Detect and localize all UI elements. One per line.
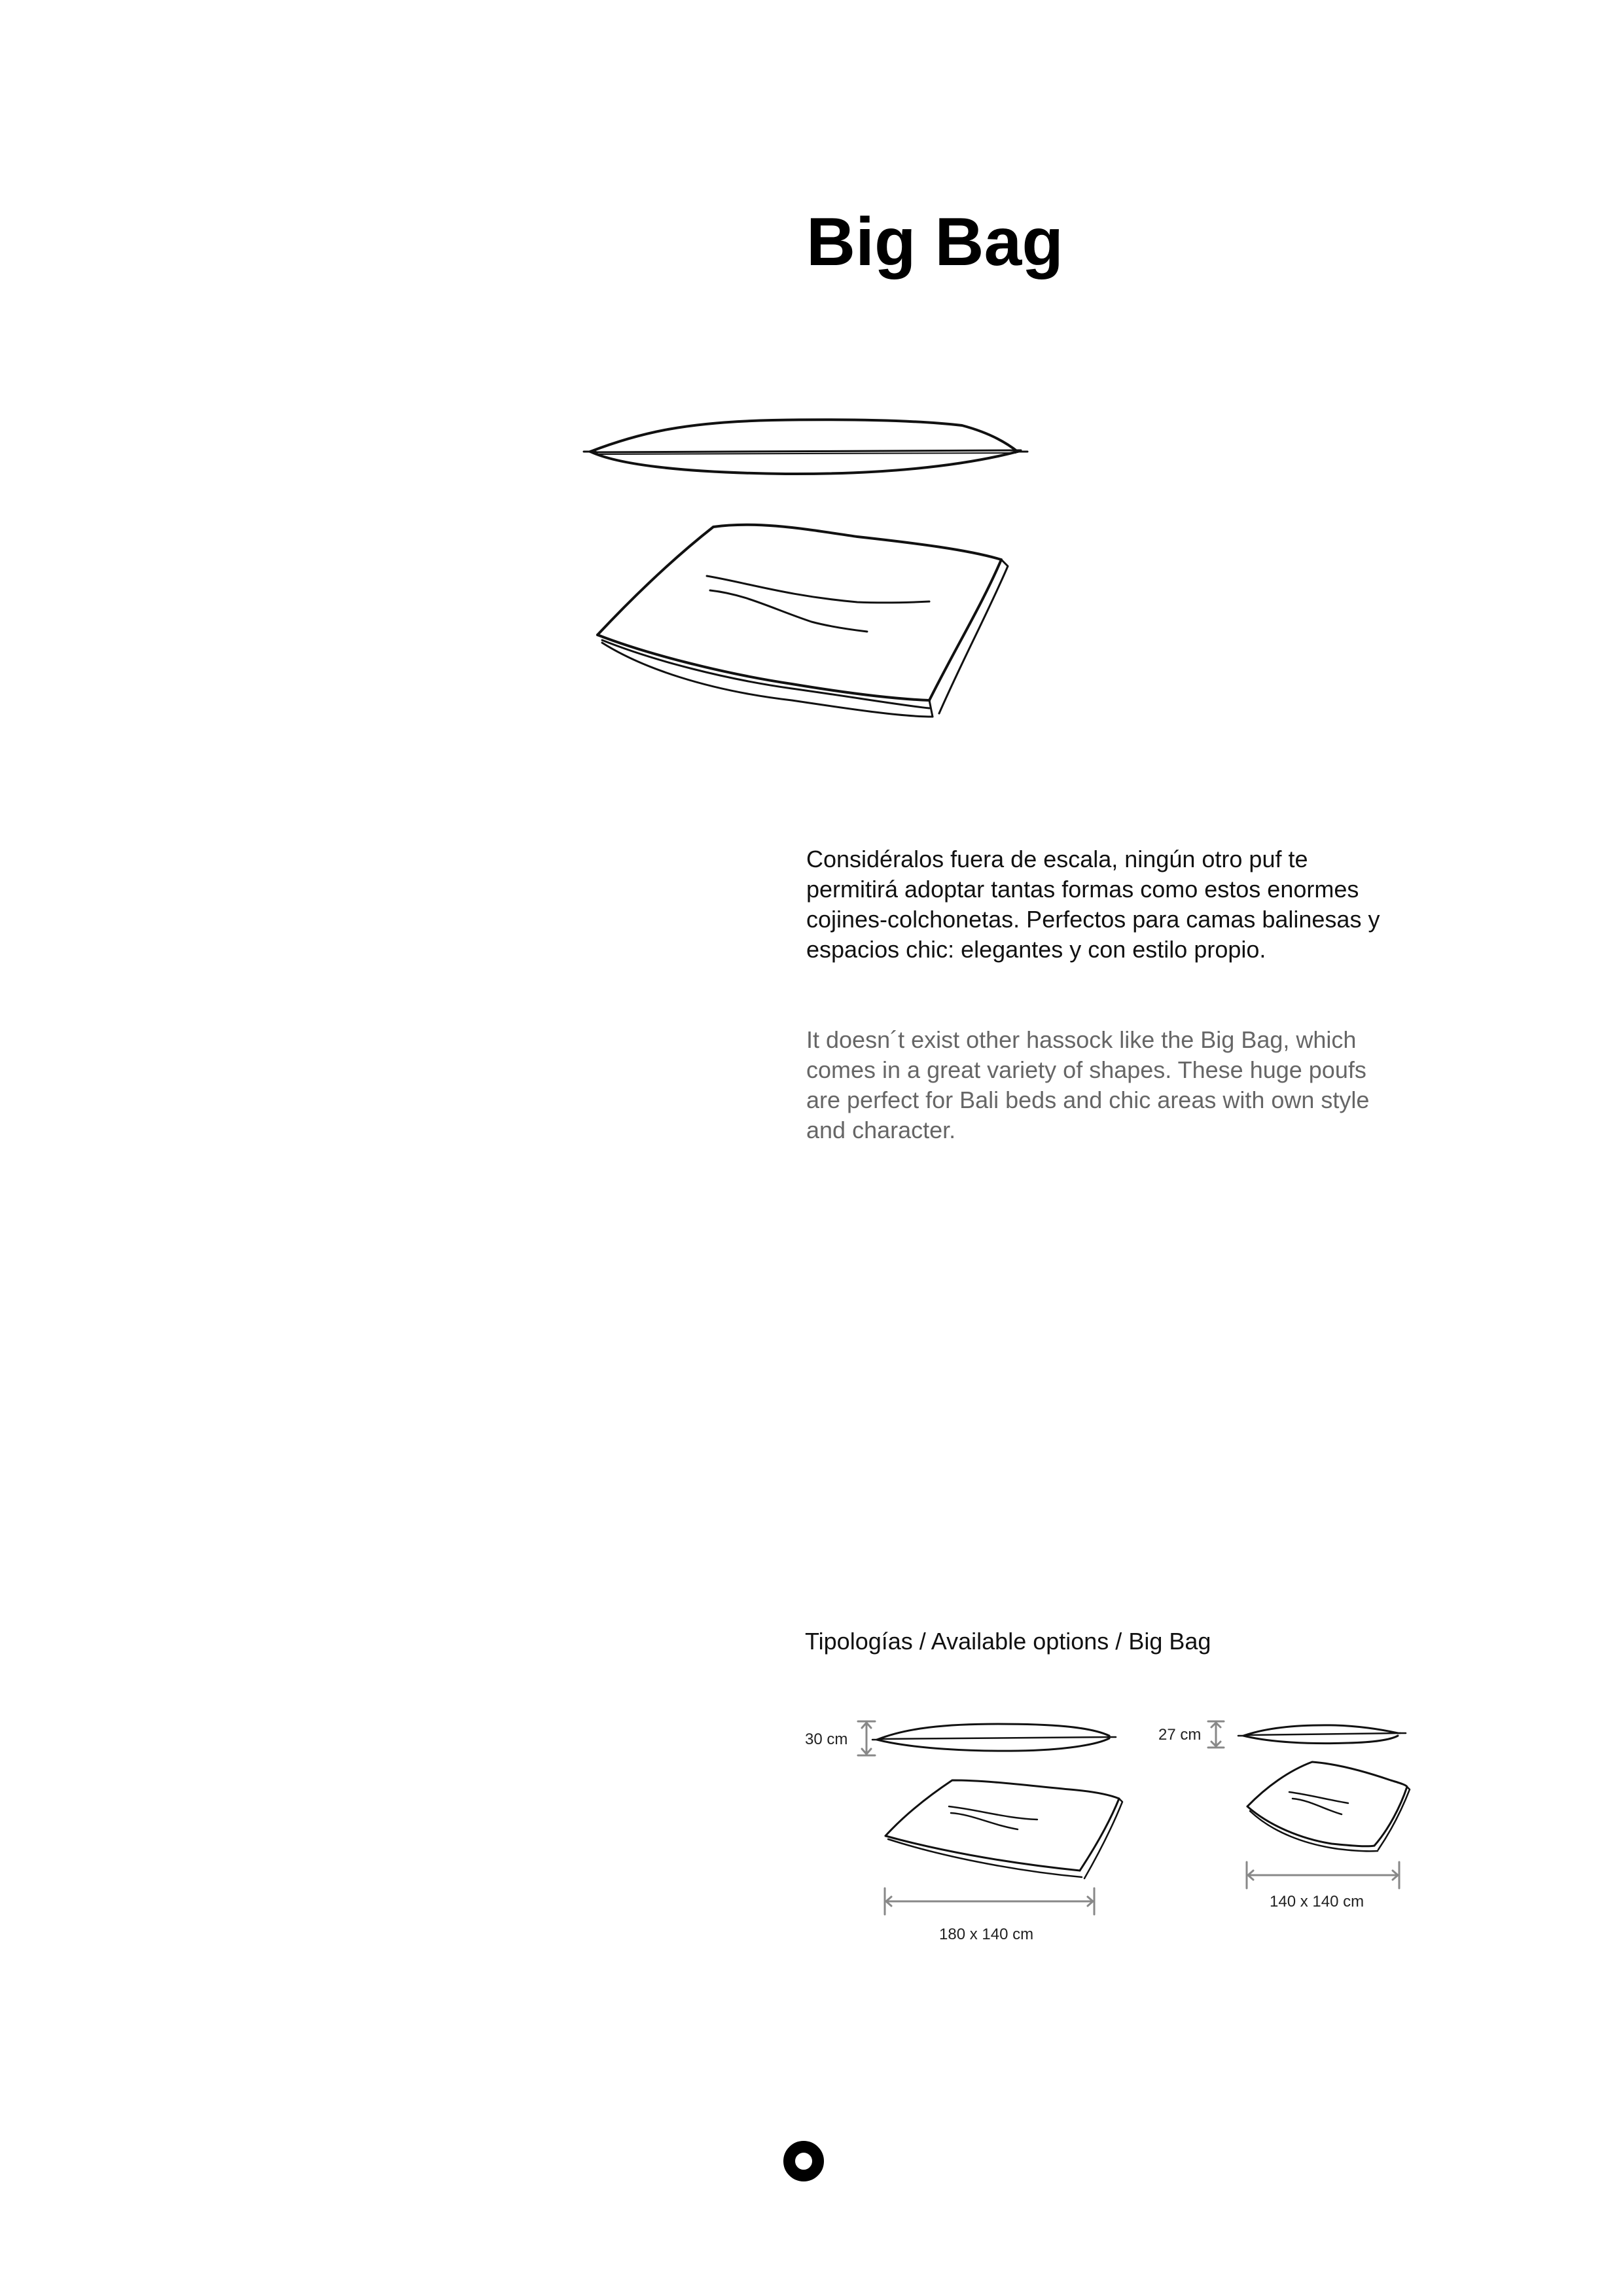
option-big-bag-180x140 bbox=[802, 1715, 1142, 1957]
description-es: Considéralos fuera de escala, ningún otro puf te permitirá adoptar tantas formas como estos enormes cojines-colchonetas. Perfectos para camas balinesas y espacios chic: elegantes y con estilo propio. bbox=[806, 846, 1380, 963]
cushion-180x140-icon bbox=[802, 1715, 1142, 1957]
size-label: 140 x 140 cm bbox=[1270, 1893, 1364, 1910]
size-label: 180 x 140 cm bbox=[939, 1926, 1034, 1943]
height-label: 30 cm bbox=[805, 1731, 848, 1748]
cushion-140x140-icon bbox=[1158, 1715, 1420, 1918]
description-en: It doesn´t exist other hassock like the Big Bag, which comes in a great variety of shapes. These huge poufs are perfect for Bali beds and chic areas with own style and character. bbox=[806, 1026, 1370, 1143]
cushion-sketch-icon bbox=[576, 386, 1047, 759]
page-title: Big Bag bbox=[806, 204, 1063, 280]
height-label: 27 cm bbox=[1158, 1726, 1202, 1744]
options-heading: Tipologías / Available options / Big Bag bbox=[805, 1628, 1211, 1655]
ring-logo-icon bbox=[783, 2140, 825, 2182]
option-big-bag-140x140 bbox=[1158, 1715, 1420, 1918]
